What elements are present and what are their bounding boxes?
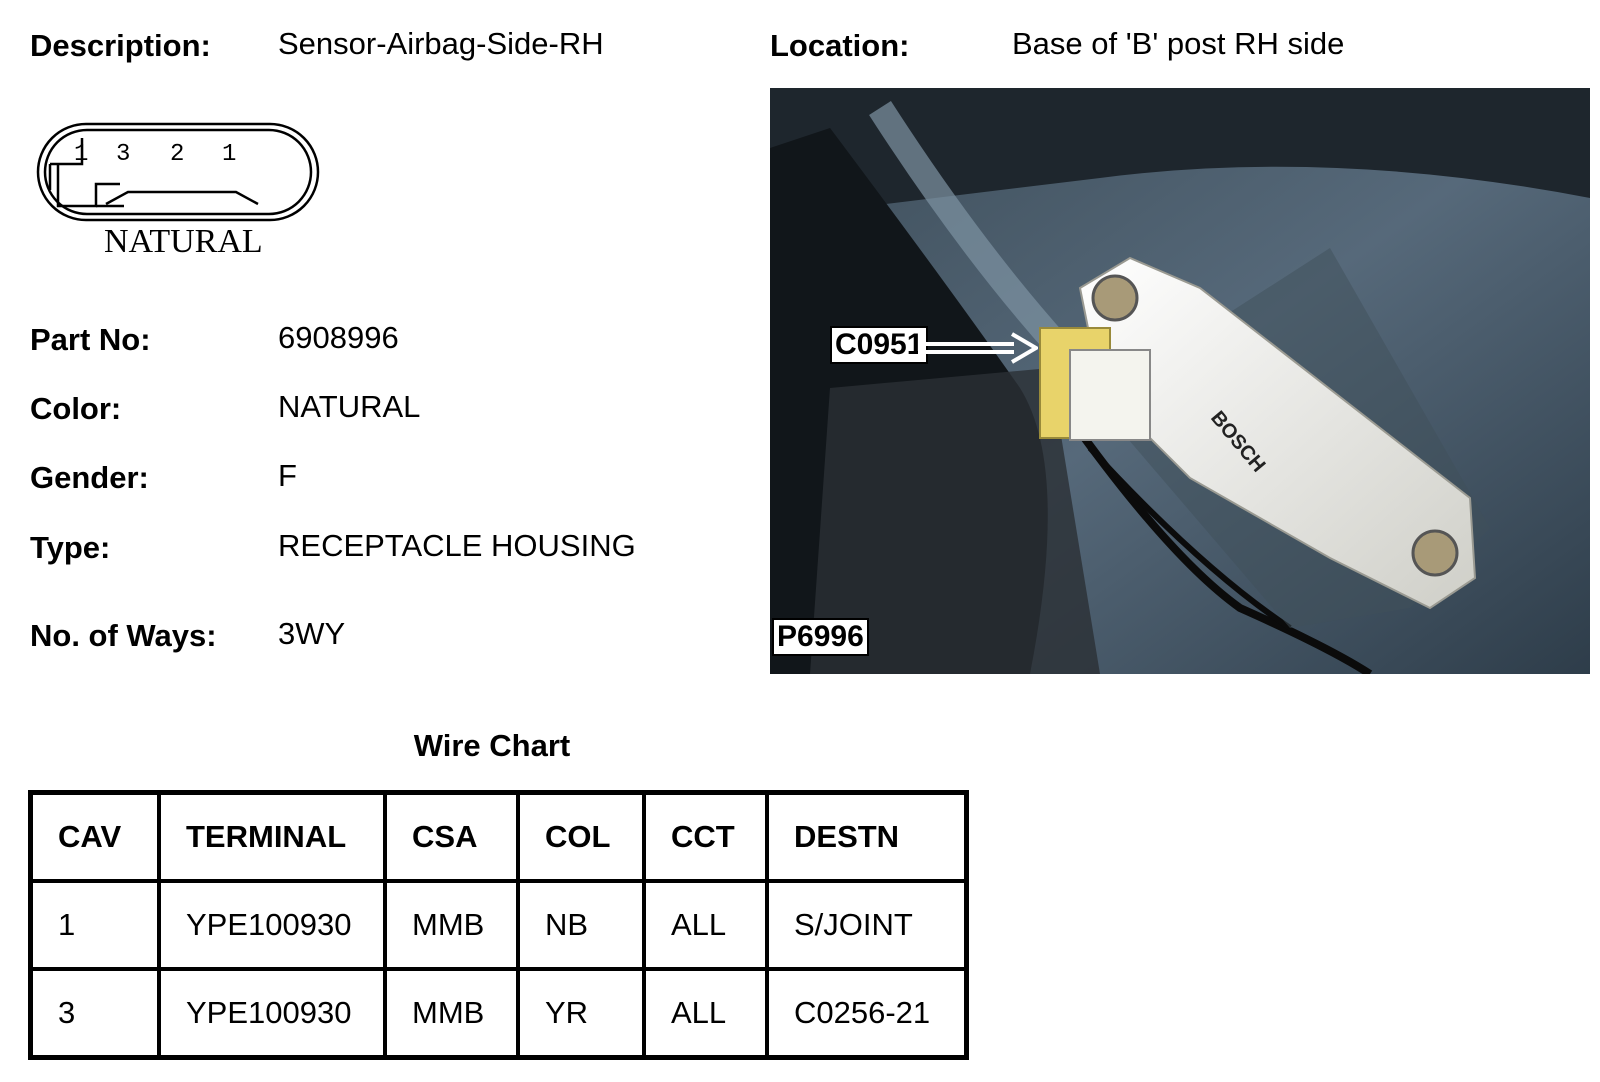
pin-label: 1 (74, 141, 89, 168)
location-photo-illustration (770, 88, 1590, 674)
column-header: COL (518, 793, 644, 882)
column-header: CSA (385, 793, 518, 882)
column-header: CCT (644, 793, 767, 882)
wire-chart-table (28, 790, 969, 1060)
table-cell: S/JOINT (767, 881, 967, 969)
column-header: CAV (31, 793, 160, 882)
table-cell: ALL (644, 969, 767, 1058)
wire-chart-title: Wire Chart (413, 728, 571, 763)
pin-label: 3 (116, 141, 131, 168)
pin-label: 1 (222, 141, 237, 168)
table-cell: YR (518, 969, 644, 1058)
connector-callout-label: C0951 (830, 326, 928, 364)
location-value: Base of 'B' post RH side (1012, 26, 1345, 61)
table-header-row (31, 793, 967, 882)
description-label: Description: (30, 28, 211, 63)
connector-face-diagram (36, 120, 326, 265)
location-label: Location: (770, 28, 910, 63)
location-photo (770, 88, 1590, 674)
color-value: NATURAL (278, 389, 421, 424)
table-cell: YPE100930 (159, 881, 385, 969)
color-label: Color: (30, 391, 122, 426)
ways-value: 3WY (278, 616, 346, 651)
table-cell: MMB (385, 969, 518, 1058)
pin-label: 2 (170, 141, 185, 168)
part-no-label: Part No: (30, 322, 151, 357)
type-label: Type: (30, 530, 111, 565)
ways-label: No. of Ways: (30, 618, 217, 653)
gender-label: Gender: (30, 460, 149, 495)
table-cell: 1 (31, 881, 160, 969)
table-cell: 3 (31, 969, 160, 1058)
table-cell: ALL (644, 881, 767, 969)
table-row (31, 969, 967, 1058)
gender-value: F (278, 458, 297, 493)
callout-arrow-icon (918, 330, 1038, 366)
component-brand-text: BOSCH (1206, 407, 1270, 477)
connector-color-text: NATURAL (104, 223, 263, 260)
column-header: DESTN (767, 793, 967, 882)
photo-id-label: P6996 (772, 618, 869, 656)
table-cell: NB (518, 881, 644, 969)
description-value: Sensor-Airbag-Side-RH (278, 26, 604, 61)
table-cell: MMB (385, 881, 518, 969)
column-header: TERMINAL (159, 793, 385, 882)
type-value: RECEPTACLE HOUSING (278, 528, 636, 563)
part-no-value: 6908996 (278, 320, 399, 355)
table-cell: C0256-21 (767, 969, 967, 1058)
table-row (31, 881, 967, 969)
table-cell: YPE100930 (159, 969, 385, 1058)
